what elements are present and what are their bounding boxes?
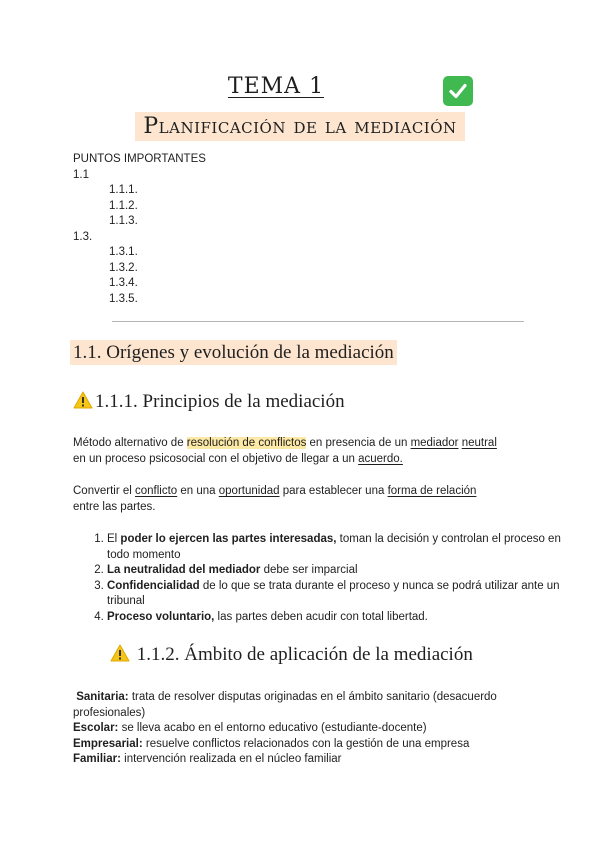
scope-item: Sanitaria: trata de resolver disputas originadas en el ámbito sanitario (desacuerdo profesionales) — [73, 691, 497, 719]
topic-label: TEMA 1 — [227, 74, 325, 99]
scope-list — [73, 690, 543, 768]
principle-item: 2. La neutralidad del mediador debe ser imparcial — [107, 563, 567, 579]
warning-icon — [73, 391, 93, 415]
divider — [112, 321, 524, 322]
outline-item: 1.3.2. — [109, 261, 138, 274]
scope-item: Escolar: se lleva acabo en el entorno educativo (estudiante-docente) — [73, 722, 427, 734]
document-title-wrap — [0, 112, 600, 141]
principle-item: 1. El poder lo ejercen las partes interesadas, toman la decisión y controlan el proceso en todo momento — [107, 532, 567, 563]
outline-item: 1.3. — [73, 230, 93, 243]
outline-item: 1.3.1. — [109, 246, 138, 258]
principle-item: 3. Confidencialidad de lo que se trata durante el proceso y nunca se podrá utilizar ante un tribunal — [107, 579, 567, 610]
outline-item: 1.3.5. — [109, 292, 138, 305]
purpose-paragraph: Convertir el conflicto en una oportunidad para establecer una forma de relación entre las partes. — [73, 485, 477, 513]
scope-item: Familiar: intervención realizada en el núcleo familiar — [73, 753, 342, 765]
scope-item: Empresarial: resuelve conflictos relacionados con la gestión de una empresa — [73, 737, 470, 750]
outline-item: 1.3.4. — [109, 277, 138, 289]
warning-icon — [110, 644, 130, 668]
section-heading-1-1: 1.1. Orígenes y evolución de la mediación — [70, 342, 397, 364]
outline-item: 1.1.2. — [109, 199, 138, 212]
highlighted-term: resolución de conflictos — [186, 437, 307, 449]
principle-item: 4. Proceso voluntario, las partes deben acudir con total libertad. — [107, 610, 567, 626]
check-mark-icon — [443, 76, 473, 106]
section-heading-1-1-1: 1.1.1. Principios de la mediación — [73, 391, 345, 415]
section-heading-1-1-2: 1.1.2. Ámbito de aplicación de la mediación — [110, 644, 473, 668]
principles-list — [73, 532, 567, 625]
outline-item: 1.1.3. — [109, 215, 138, 227]
outline — [73, 152, 206, 307]
definition-paragraph: Método alternativo de resolución de conflictos en presencia de un mediador neutral en un proceso psicosocial con el objetivo de llegar a un acuerdo. — [73, 437, 497, 465]
outline-item: 1.1.1. — [109, 184, 138, 196]
outline-heading: PUNTOS IMPORTANTES — [73, 153, 206, 165]
document-title: Planificación de la mediación — [135, 112, 464, 141]
outline-item: 1.1 — [73, 168, 89, 181]
